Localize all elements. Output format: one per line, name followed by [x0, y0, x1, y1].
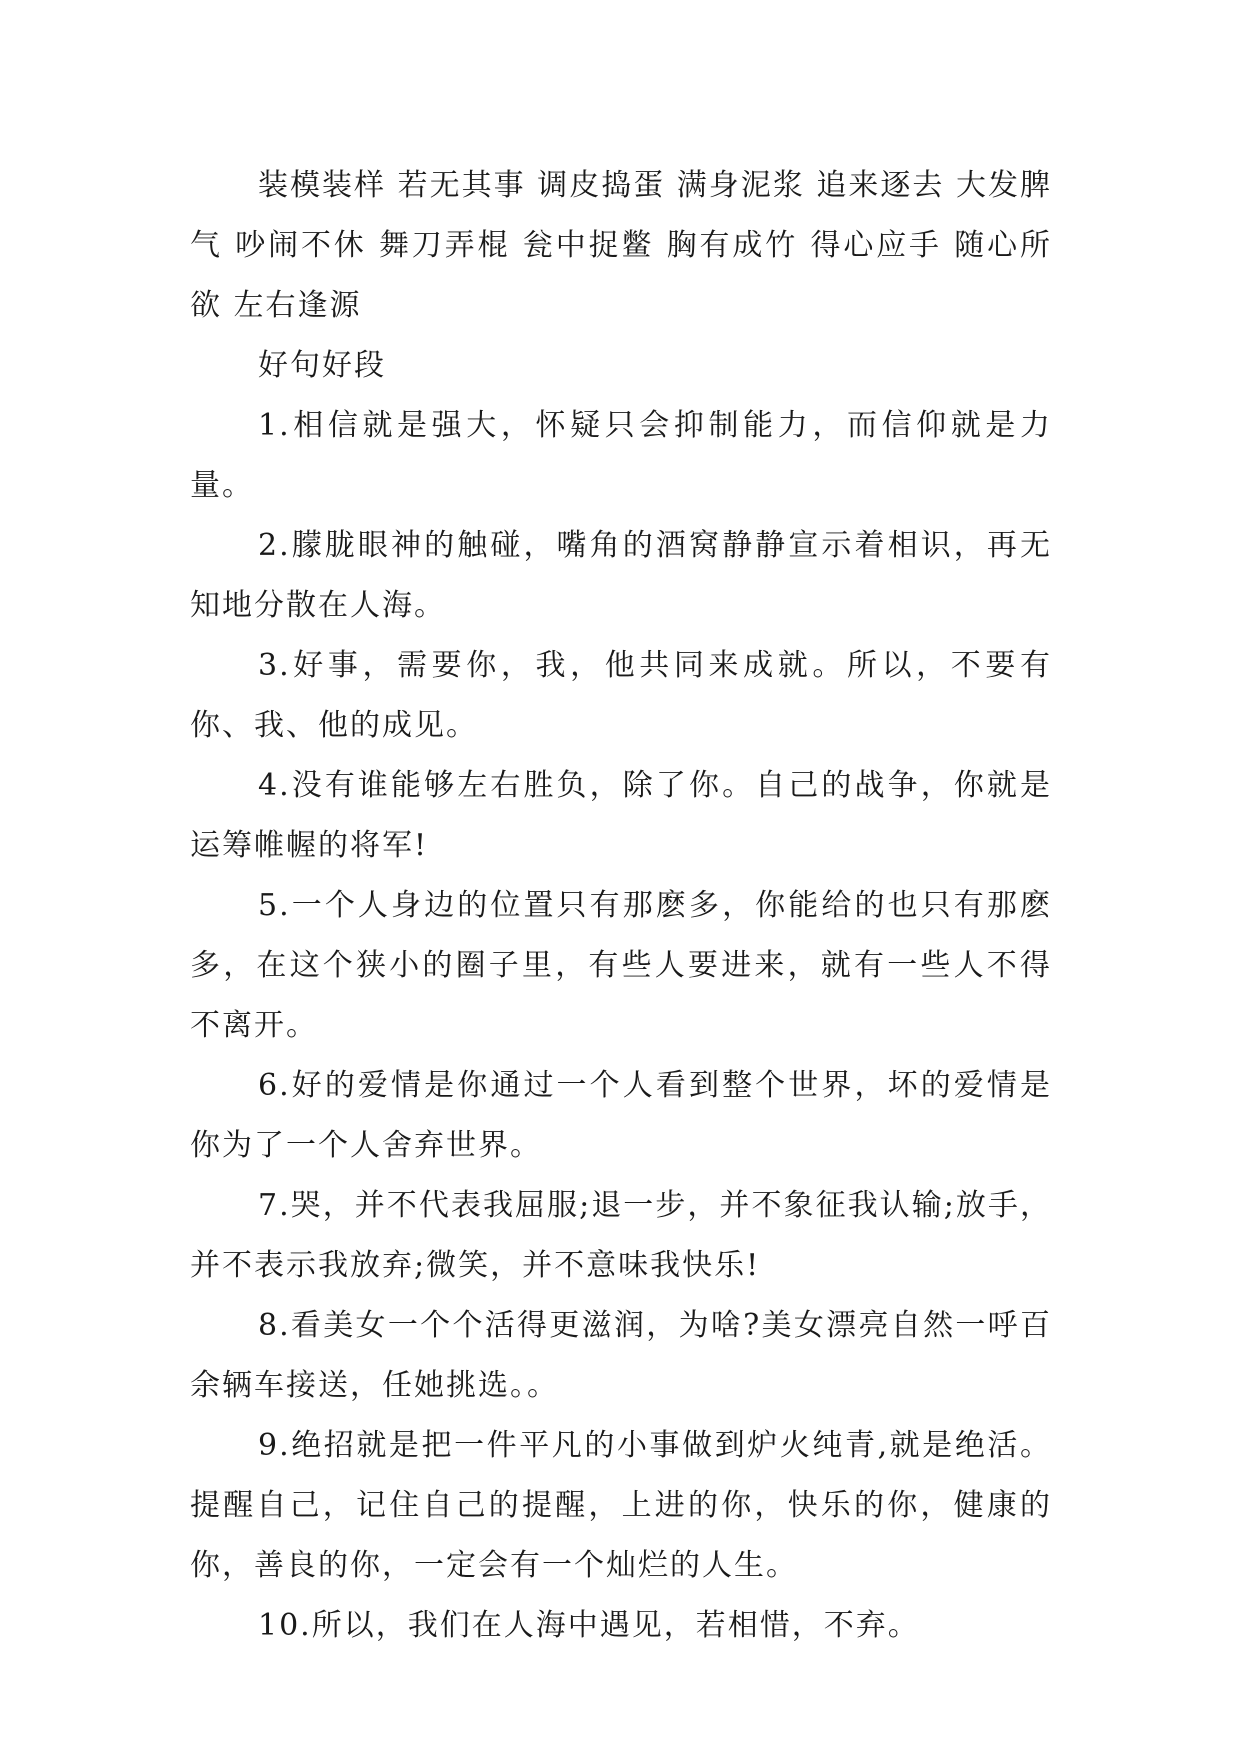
sentence-item-3: 3.好事，需要你，我，他共同来成就。所以，不要有你、我、他的成见。	[190, 648, 1052, 743]
sentence-item-2: 2.朦胧眼神的触碰，嘴角的酒窝静静宣示着相识，再无知地分散在人海。	[190, 528, 1052, 623]
sentence-item-9: 9.绝招就是把一件平凡的小事做到炉火纯青,就是绝活。提醒自己，记住自己的提醒，上进的你，快乐的你，健康的你，善良的你，一定会有一个灿烂的人生。	[190, 1428, 1052, 1583]
document-body	[190, 156, 1052, 1656]
idiom-list-paragraph: 装模装样 若无其事 调皮捣蛋 满身泥浆 追来逐去 大发脾气 吵闹不休 舞刀弄棍 瓮中捉鳖 胸有成竹 得心应手 随心所欲 左右逢源	[190, 168, 1052, 323]
sentence-item-6: 6.好的爱情是你通过一个人看到整个世界，坏的爱情是你为了一个人舍弃世界。	[190, 1068, 1052, 1163]
section-heading: 好句好段	[258, 348, 386, 383]
sentence-item-5: 5.一个人身边的位置只有那麽多，你能给的也只有那麽多，在这个狭小的圈子里，有些人要进来，就有一些人不得不离开。	[190, 888, 1052, 1043]
sentence-item-8: 8.看美女一个个活得更滋润，为啥?美女漂亮自然一呼百余辆车接送，任她挑选。。	[190, 1308, 1052, 1403]
sentence-item-4: 4.没有谁能够左右胜负，除了你。自己的战争，你就是运筹帷幄的将军!	[190, 768, 1052, 863]
sentence-item-7: 7.哭，并不代表我屈服;退一步，并不象征我认输;放手，并不表示我放弃;微笑，并不意味我快乐!	[190, 1188, 1052, 1283]
sentence-item-10: 10.所以，我们在人海中遇见，若相惜，不弃。	[258, 1608, 920, 1643]
sentence-item-1: 1.相信就是强大，怀疑只会抑制能力，而信仰就是力量。	[190, 408, 1052, 503]
